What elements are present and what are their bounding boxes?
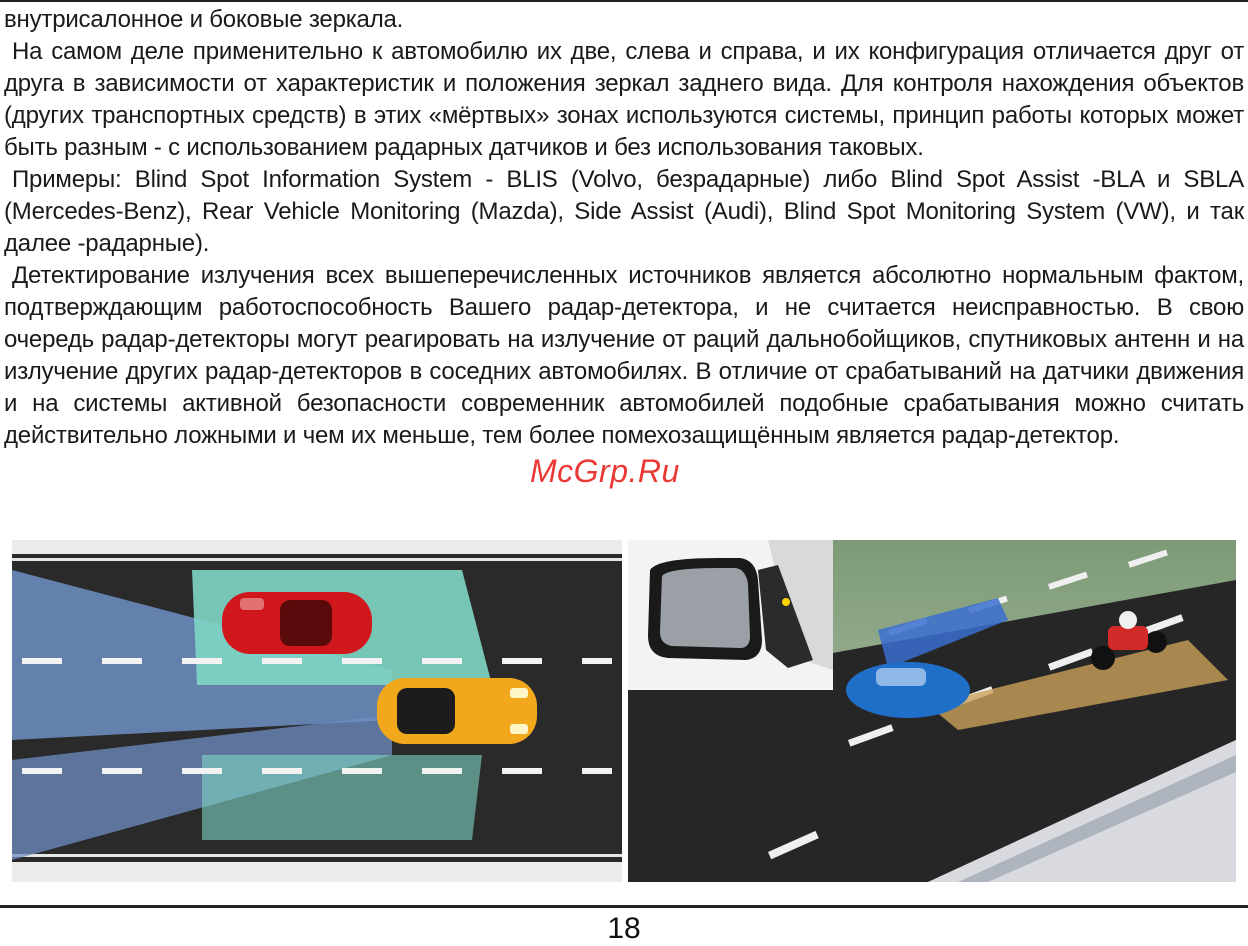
blind-spot-topdown-figure (12, 540, 622, 882)
body-text (4, 4, 1244, 452)
side-mirror-inset (628, 540, 833, 690)
bottom-rule (0, 905, 1248, 908)
blind-spot-zone-right (202, 755, 482, 840)
yellow-car (377, 678, 537, 744)
blind-spot-indicator-icon (782, 598, 790, 606)
top-rule (0, 0, 1248, 2)
paragraph: Детектирование излучения всех вышеперечисленных источников является абсолютно нормальным фактом, подтверждающим работоспособность Вашего радар-детектора, и не считается неисправностью. В свою очередь радар-детекторы могут реагировать на излучение от раций дальнобойщиков, спутниковых антенн и на излучение других радар-детекторов в соседних автомобилях. В отличие от срабатываний на датчики движения и на системы активной безопасности современник автомобилей подобные срабатывания можно считать действительно ложными и чем их меньше, тем более помехозащищённым является радар-детектор. (4, 262, 1244, 449)
paragraph: На самом деле применительно к автомобилю их две, слева и справа, и их конфигурация отличается друг от друга в зависимости от характеристик и положения зеркал заднего вида. Для контроля нахождения объектов (других транспортных средств) в этих «мёртвых» зонах используются системы, принцип работы которых может быть разным - с использованием радарных датчиков и без использования таковых. (4, 38, 1244, 161)
blue-car (846, 662, 970, 718)
page-number: 18 (607, 912, 641, 945)
paragraph: внутрисалонное и боковые зеркала. (4, 6, 404, 33)
red-car (222, 592, 372, 654)
paragraph: Примеры: Blind Spot Information System - BLIS (Volvo, безрадарные) либо Blind Spot Assist -BLA и SBLA (Mercedes-Benz), Rear Vehicle Monitoring (Mazda), Side Assist (Audi), Blind Spot Monitoring System (VW), и так далее -радарные). (4, 166, 1244, 257)
watermark: McGrp.Ru (530, 453, 680, 489)
blind-spot-highway-figure (628, 540, 1236, 882)
